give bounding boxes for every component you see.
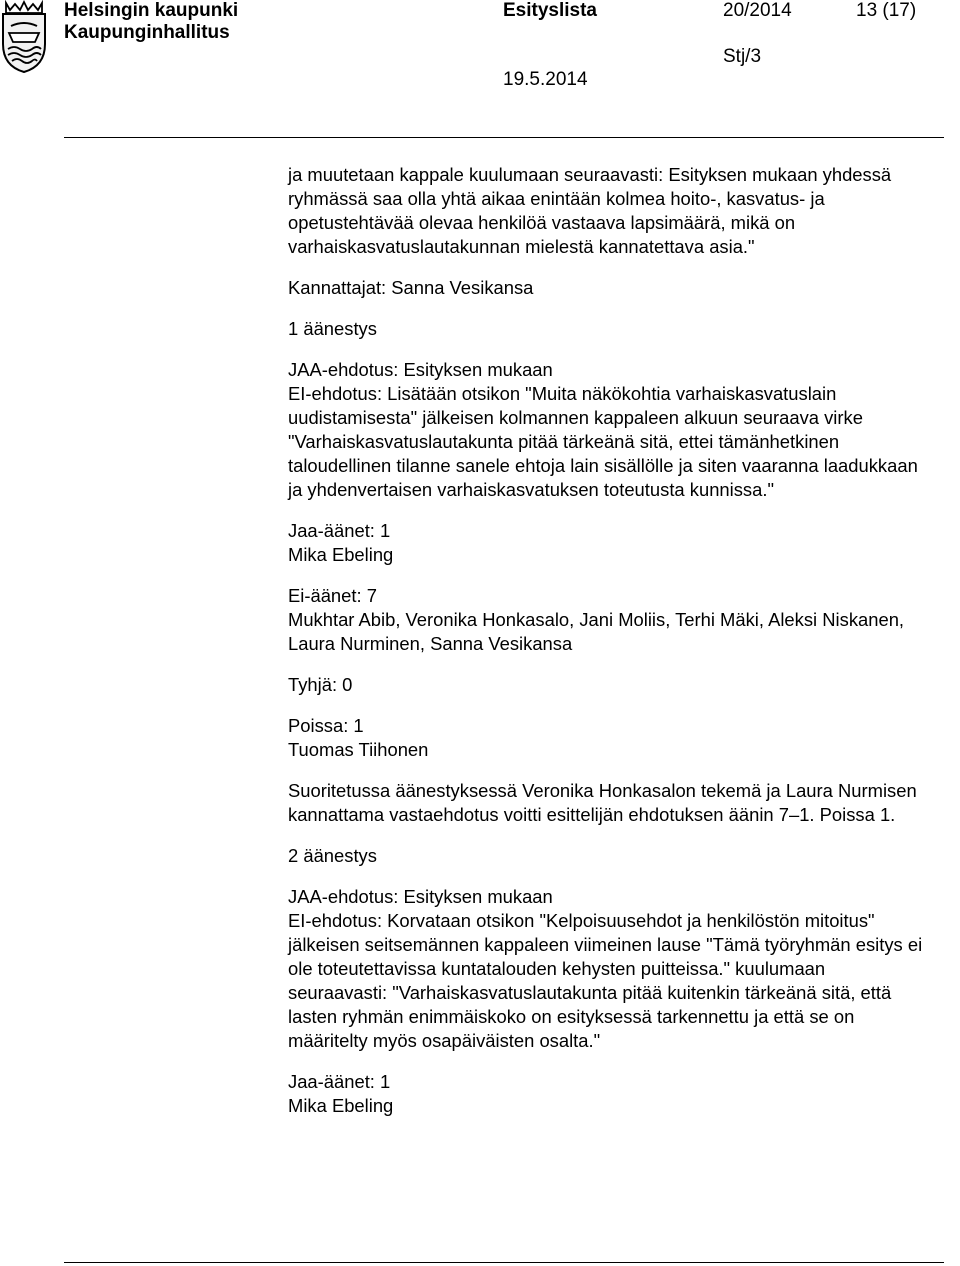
vote-2-yes-voters: Mika Ebeling — [288, 1095, 394, 1116]
vote-1-yes-voters: Mika Ebeling — [288, 544, 394, 565]
vote-2-title: 2 äänestys — [288, 845, 377, 866]
vote-1-result: Suoritetussa äänestyksessä Veronika Honkasalon tekemä ja Laura Nurmisen kannattama vastaehdotus voitti esittelijän ehdotuksen äänin 7–1. Poissa 1. — [288, 780, 917, 825]
header-section: Stj/3 — [723, 46, 762, 67]
vote-1-no-voters: Mukhtar Abib, Veronika Honkasalo, Jani Moliis, Terhi Mäki, Aleksi Niskanen, Laura Nurminen, Sanna Vesikansa — [288, 609, 905, 654]
header-city: Helsingin kaupunki — [64, 0, 239, 21]
vote-1-absent-member: Tuomas Tiihonen — [288, 739, 429, 760]
vote-1-blank-votes: Tyhjä: 0 — [288, 674, 353, 695]
vote-1-yes-proposal: JAA-ehdotus: Esityksen mukaan — [288, 359, 553, 380]
footer-divider — [64, 1262, 944, 1263]
header-board: Kaupunginhallitus — [64, 22, 230, 43]
vote-1-no-votes-label: Ei-äänet: 7 — [288, 585, 377, 606]
document-body — [288, 163, 928, 1135]
vote-1-absent-label: Poissa: 1 — [288, 715, 364, 736]
vote-2-no-proposal: EI-ehdotus: Korvataan otsikon "Kelpoisuusehdot ja henkilöstön mitoitus" jälkeisen seitsemännen kappaleen viimeinen lause "Tämä työryhmän esitys ei ole toteutettavissa kuntatalouden kehysten puitteissa." kuulumaan seuraavasti: "Varhaiskasvatuslautakunta pitää kuitenkin tärkeänä sitä, että lasten ryhmän enimmäiskoko on esityksessä tarkennettu ja että se on määritelty myös osapäiväisten osalta." — [288, 910, 923, 1051]
vote-1-no-proposal: EI-ehdotus: Lisätään otsikon "Muita näkökohtia varhaiskasvatuslain uudistamisesta" jälkeisen kolmannen kappaleen alkuun seuraava virke "Varhaiskasvatuslautakunta pitää tärkeänä sitä, ettei tämänhetkinen taloudellinen tilanne sanele ehtoja lain sisällölle ja siten vaaranna laadukkaan ja yhdenvertaisen varhaiskasvatuksen toteutusta kunnissa." — [288, 383, 918, 500]
paragraph-amendment-text: ja muutetaan kappale kuulumaan seuraavasti: Esityksen mukaan yhdessä ryhmässä saa olla yhtä aikaa enintään kolmea hoito-, kasvatus- ja opetustehtävää olevaa henkilöä vastaava lapsimäärä, mikä on varhaiskasvatuslautakunnan mielestä kannatettava asia." — [288, 164, 892, 257]
vote-1-title: 1 äänestys — [288, 318, 377, 339]
supporters-line: Kannattajat: Sanna Vesikansa — [288, 277, 534, 298]
header-doc-number: 20/2014 — [723, 0, 792, 21]
vote-2-yes-votes-label: Jaa-äänet: 1 — [288, 1071, 391, 1092]
header-doc-type: Esityslista — [503, 0, 597, 21]
header-date: 19.5.2014 — [503, 69, 588, 90]
vote-2-yes-proposal: JAA-ehdotus: Esityksen mukaan — [288, 886, 553, 907]
city-crest-logo — [0, 0, 48, 74]
header-divider — [64, 137, 944, 138]
vote-1-yes-votes-label: Jaa-äänet: 1 — [288, 520, 391, 541]
header-page-number: 13 (17) — [856, 0, 917, 21]
